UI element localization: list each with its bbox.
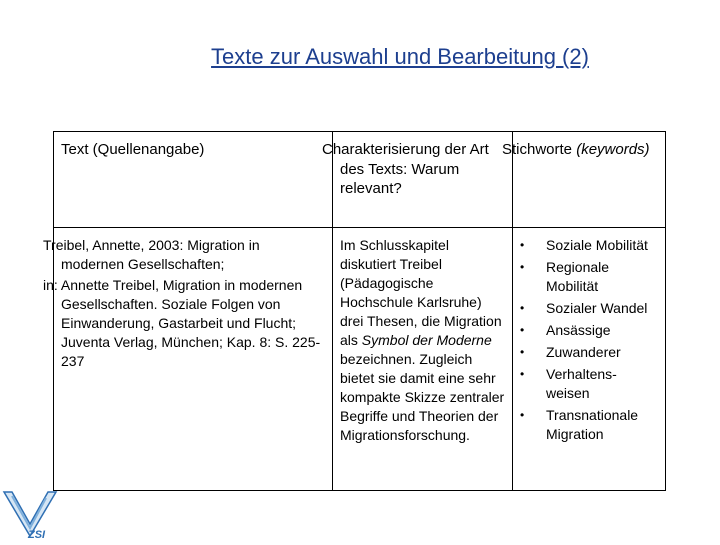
description-part-2: bezeichnen. Zugleich bietet sie damit eine sehr kompakte Skizze zentraler Begriffe und Theorien der Migrationsforschung. <box>340 351 505 443</box>
keyword-item: • Transnationale Migration <box>520 406 659 444</box>
keyword-item: • Regionale Mobilität <box>520 258 659 296</box>
keyword-item: • Zuwanderer <box>520 343 659 362</box>
header-characterization-label: Charakterisierung der Art des Texts: Warum relevant? <box>322 141 489 197</box>
header-source <box>54 132 333 228</box>
table-row <box>54 228 666 491</box>
keyword-item: • Verhaltens-weisen <box>520 365 659 403</box>
source-line-1: Treibel, Annette, 2003: Migration in modernen Gesellschaften; <box>43 237 260 272</box>
zsi-logo-text: ZSI <box>28 529 46 540</box>
header-keywords <box>502 132 666 228</box>
slide-title: Texte zur Auswahl und Bearbeitung (2) <box>211 44 589 69</box>
header-keywords-label: Stichworte <box>502 141 577 158</box>
source-line-2: in: Annette Treibel, Migration in modernen Gesellschaften. Soziale Folgen von Einwanderung, Gastarbeit und Flucht; Juventa Verlag, München; Kap. 8: S. 225-237 <box>43 277 321 369</box>
table-header-row <box>54 132 666 228</box>
zsi-logo <box>0 488 60 540</box>
header-keywords-italic: (keywords) <box>576 141 650 158</box>
text-selection-table <box>43 131 666 491</box>
keyword-item: • Ansässige <box>520 321 659 340</box>
keyword-item: • Soziale Mobilität <box>520 236 659 255</box>
keyword-item: • Sozialer Wandel <box>520 299 659 318</box>
keywords-cell <box>513 228 666 491</box>
description-italic: Symbol der Moderne <box>361 332 492 348</box>
header-characterization <box>322 132 513 228</box>
keyword-list <box>520 236 659 444</box>
description-part-1: Im Schlusskapitel diskutiert Treibel (Pädagogische Hochschule Karlsruhe) drei Thesen, die Migration als <box>340 237 502 348</box>
zsi-logo-icon <box>0 488 60 540</box>
source-cell <box>43 228 333 491</box>
description-cell <box>333 228 513 491</box>
header-source-label: Text (Quellenangabe) <box>61 141 205 158</box>
